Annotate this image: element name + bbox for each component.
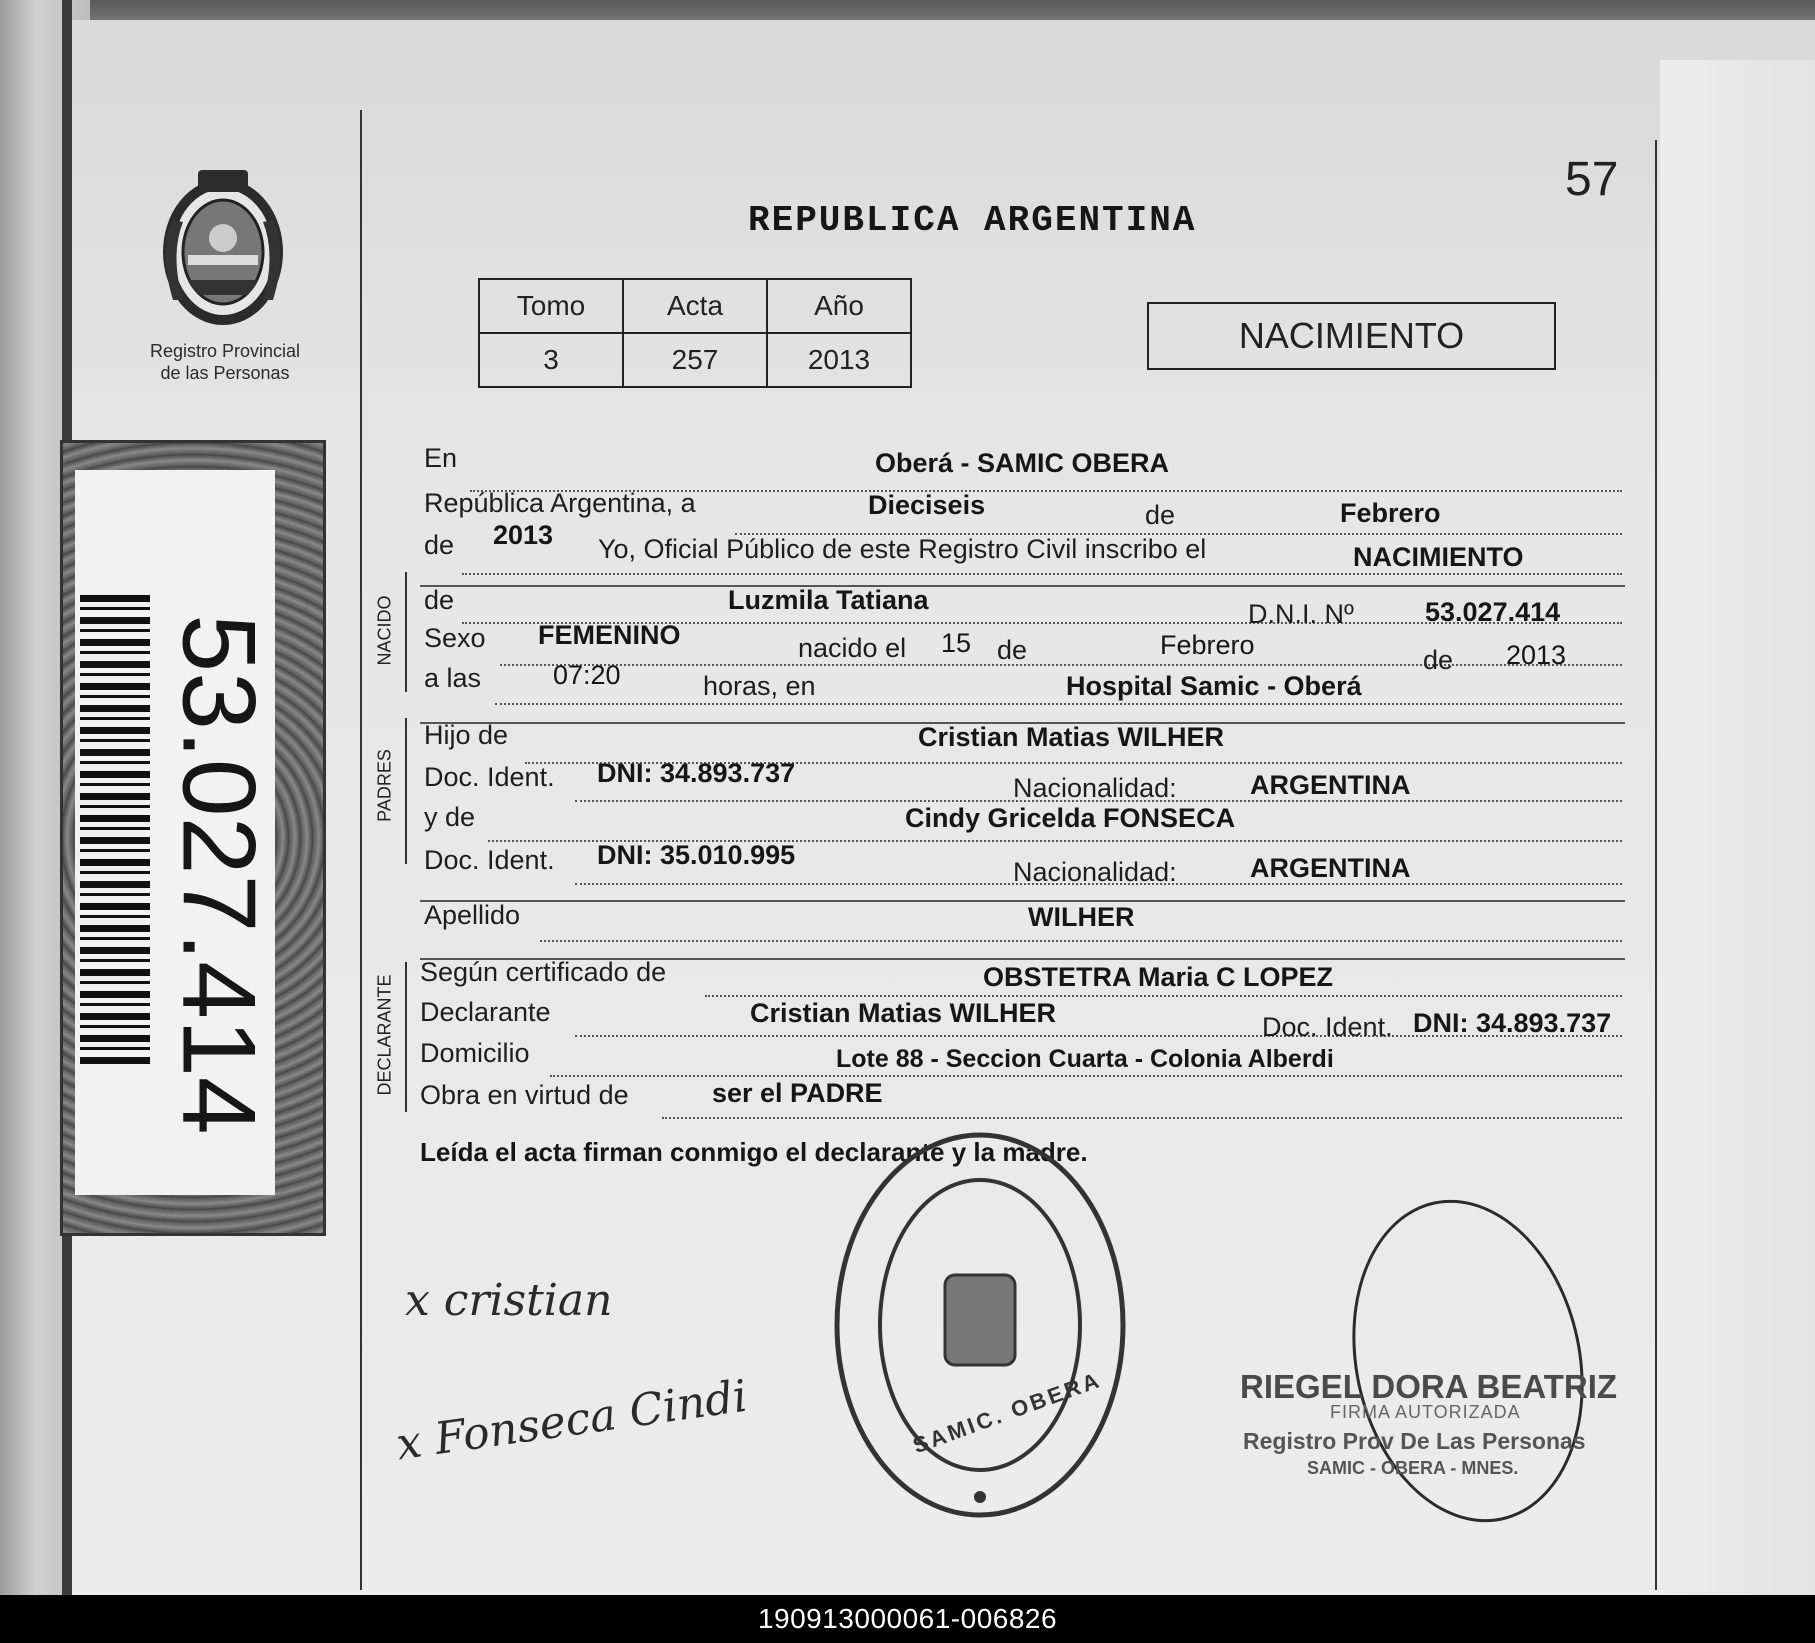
label-republica: República Argentina, a <box>424 488 696 518</box>
label-apellido: Apellido <box>424 900 521 930</box>
label-nac-madre: Nacionalidad: <box>1013 857 1177 887</box>
value-sexo: FEMENINO <box>538 620 681 650</box>
footer-bar <box>0 1595 1815 1643</box>
official-line1: FIRMA AUTORIZADA <box>1330 1402 1521 1422</box>
frame-line-left <box>360 110 362 1590</box>
footer-code: 190913000061-006826 <box>757 1603 1058 1634</box>
table-header-acta: Acta <box>623 279 767 333</box>
value-dni-nacido: 53.027.414 <box>1425 597 1561 627</box>
section-label-declarante: DECLARANTE <box>374 974 395 1096</box>
dotted-line <box>462 573 1622 575</box>
page-number: 57 <box>1565 153 1619 206</box>
label-en: En <box>424 443 458 473</box>
registry-caption-line1: Registro Provincial <box>149 341 301 361</box>
bracket-padres <box>405 718 407 864</box>
signature-padre: x cristian <box>405 1275 613 1326</box>
official-line3: SAMIC - OBERA - MNES. <box>1307 1458 1519 1478</box>
official-name: RIEGEL DORA BEATRIZ <box>1240 1368 1618 1405</box>
value-nombre-nacido: Luzmila Tatiana <box>728 585 929 615</box>
value-hora: 07:20 <box>553 660 621 690</box>
label-de-anio-nac: de <box>1423 645 1454 675</box>
id-number-vertical: 53.027.414 <box>160 614 277 1135</box>
label-nac-padre: Nacionalidad: <box>1013 773 1177 803</box>
registry-caption <box>120 340 330 384</box>
value-doc-padre: DNI: 34.893.737 <box>597 758 796 788</box>
value-lugar-nacimiento: Hospital Samic - Oberá <box>1066 671 1362 701</box>
section-divider <box>420 585 1625 587</box>
label-doc-declarante: Doc. Ident. <box>1262 1012 1393 1042</box>
label-a-las: a las <box>424 663 482 693</box>
value-doc-declarante: DNI: 34.893.737 <box>1413 1008 1612 1038</box>
label-doc-madre: Doc. Ident. <box>424 845 555 875</box>
section-divider <box>420 900 1625 902</box>
frame-line-right <box>1655 140 1657 1590</box>
table-header-anio: Año <box>767 279 911 333</box>
label-nacido-el: nacido el <box>798 633 907 663</box>
value-madre: Cindy Gricelda FONSECA <box>905 803 1236 833</box>
label-de-anio: de <box>424 530 455 560</box>
value-dia-texto: Dieciseis <box>868 490 986 520</box>
register-table <box>478 278 912 388</box>
value-nac-padre: ARGENTINA <box>1250 770 1411 800</box>
label-dni-nacido: D.N.I. Nº <box>1248 599 1354 629</box>
table-cell-tomo: 3 <box>479 333 623 387</box>
page-margin-right <box>1660 60 1815 1595</box>
label-yo-oficial: Yo, Oficial Público de este Registro Civil inscribo el <box>598 534 1207 564</box>
value-mes-nacimiento: Febrero <box>1160 630 1255 660</box>
official-line2: Registro Prov De Las Personas <box>1243 1428 1586 1454</box>
value-doc-madre: DNI: 35.010.995 <box>597 840 796 870</box>
dotted-line <box>550 1075 1622 1077</box>
value-certificado: OBSTETRA Maria C LOPEZ <box>983 962 1334 992</box>
dotted-line <box>705 995 1622 997</box>
label-sexo: Sexo <box>424 623 486 653</box>
dotted-line <box>662 1117 1622 1119</box>
value-padre: Cristian Matias WILHER <box>918 722 1225 752</box>
section-label-nacido: NACIDO <box>374 595 395 666</box>
dotted-line <box>500 664 1622 666</box>
value-anio-nacimiento: 2013 <box>1506 640 1567 670</box>
value-apellido: WILHER <box>1028 902 1135 932</box>
barcode <box>80 595 150 1065</box>
value-anio: 2013 <box>493 520 554 550</box>
label-y-de: y de <box>424 802 476 832</box>
registry-caption-line2: de las Personas <box>160 363 290 383</box>
label-de-mes-nac: de <box>997 635 1028 665</box>
value-nac-madre: ARGENTINA <box>1250 853 1411 883</box>
value-declarante: Cristian Matias WILHER <box>750 998 1057 1028</box>
label-doc-padre: Doc. Ident. <box>424 762 555 792</box>
table-cell-acta: 257 <box>623 333 767 387</box>
label-de-nombre: de <box>424 585 455 615</box>
label-obra-en-virtud: Obra en virtud de <box>420 1080 629 1110</box>
table-header-tomo: Tomo <box>479 279 623 333</box>
bracket-declarante <box>405 962 407 1112</box>
value-obra: ser el PADRE <box>712 1078 883 1108</box>
value-mes: Febrero <box>1340 498 1441 528</box>
table-cell-anio: 2013 <box>767 333 911 387</box>
label-domicilio: Domicilio <box>420 1038 530 1068</box>
bracket-nacido <box>405 572 407 692</box>
label-declarante: Declarante <box>420 997 551 1027</box>
acta-type-box: NACIMIENTO <box>1147 302 1556 370</box>
signature-madre: x Fonseca Cindi <box>393 1370 751 1471</box>
closing-statement: Leída el acta firman conmigo el declarante y la madre. <box>420 1137 1088 1167</box>
label-horas-en: horas, en <box>703 671 816 701</box>
seal-center-text: SAMIC. OBERA <box>909 1366 1105 1459</box>
value-domicilio: Lote 88 - Seccion Cuarta - Colonia Alberdi <box>836 1045 1334 1073</box>
seal-icon <box>828 1125 1133 1525</box>
label-hijo-de: Hijo de <box>424 720 509 750</box>
value-dia-nacimiento: 15 <box>941 628 972 658</box>
value-inscribo: NACIMIENTO <box>1353 542 1524 572</box>
dotted-line <box>495 703 1622 705</box>
dotted-line <box>540 940 1622 942</box>
coat-of-arms-icon <box>148 160 298 335</box>
value-lugar: Oberá - SAMIC OBERA <box>875 448 1170 478</box>
section-label-padres: PADRES <box>374 749 395 822</box>
label-de-mes: de <box>1145 500 1176 530</box>
misiones-logo <box>148 160 298 335</box>
official-seal <box>828 1125 1133 1525</box>
document-title: REPUBLICA ARGENTINA <box>748 200 1197 241</box>
label-segun-certificado: Según certificado de <box>420 957 667 987</box>
